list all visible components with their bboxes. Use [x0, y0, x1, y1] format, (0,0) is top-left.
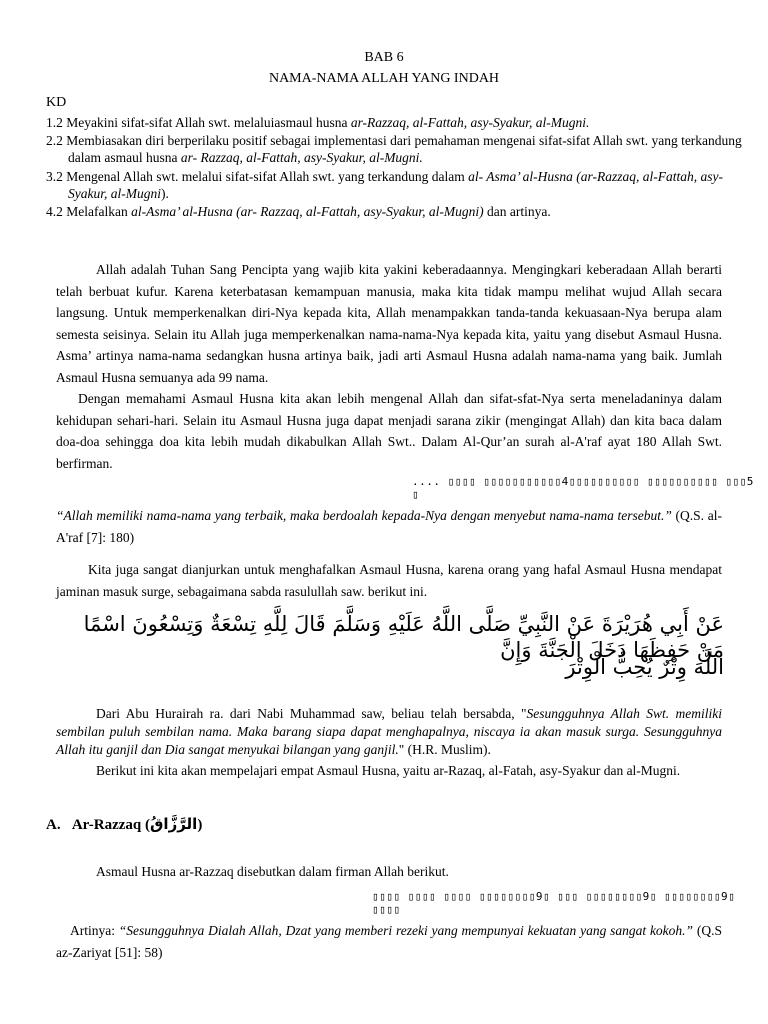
- quran-verse-az-zariyat: ▯▯▯▯ ▯▯▯▯ ▯▯▯▯ ▯▯▯▯▯▯▯▯9▯ ▯▯▯ ▯▯▯▯▯▯▯▯9▯ ▯▯▯▯▯▯▯▯9▯ ▯▯▯▯: [372, 890, 736, 916]
- paragraph-empat-asmaul-husna: Berikut ini kita akan mempelajari empat Asmaul Husna, yaitu ar-Razaq, al-Fatah, asy-Syakur dan al-Mugni.: [96, 763, 681, 778]
- paragraph-asmaul-husna: Dengan memahami Asmaul Husna kita akan lebih mengenal Allah dan sifat-sfat-Nya serta meneladaninya dalam kehidupan sehari-hari. Selain itu Asmaul Husna juga dapat menjadi sarana zikir (mengingat Allah) dan kita baca dalam doa-doa sehingga doa kita lebih mudah dikabulkan Allah Swt.. Dalam Al-Qur’an surah al-A'raf ayat 180 Allah Swt. berfirman.: [56, 391, 722, 471]
- kd-item-2: 2.2 Membiasakan diri berperilaku positif sebagai implementasi dari pemahaman mengenai sifat-sifat Allah swt. yang terkandung dalam asmaul husna ar- Razzaq, al-Fattah, asy-Syakur, al-Mugni.: [46, 133, 742, 165]
- translation-al-araf: “Allah memiliki nama-nama yang terbaik, maka berdoalah kepada-Nya dengan menyebut nama-nama tersebut.” (Q.S. al-A'raf [7]: 180): [56, 508, 722, 545]
- hadith-translation: Dari Abu Hurairah ra. dari Nabi Muhammad saw, beliau telah bersabda, "Sesungguhnya Allah Swt. memiliki sembilan puluh sembilan nama. Maka barang siapa dapat menghapalnya, niscaya ia akan masuk surga. Sesungguhnya Allah itu ganjil dan Dia sangat menyukai bilangan yang ganjil." (H.R. Muslim).: [56, 706, 723, 757]
- ar-razzaq-intro: Asmaul Husna ar-Razzaq disebutkan dalam firman Allah berikut.: [96, 864, 449, 879]
- chapter-number: BAB 6: [364, 50, 404, 65]
- quran-verse-al-araf: .... ▯▯▯▯ ▯▯▯▯▯▯▯▯▯▯▯4▯▯▯▯▯▯▯▯▯▯ ▯▯▯▯▯▯▯▯▯▯ ▯▯▯5 ▯: [412, 475, 754, 501]
- ar-razzaq-arabic: الرَّزَّاقُ: [150, 815, 198, 833]
- paragraph-hafal: Kita juga sangat dianjurkan untuk menghafalkan Asmaul Husna, karena orang yang hafal Asmaul Husna mendapat jaminan masuk surge, sebagaimana sabda rasulullah saw. berikut ini.: [56, 562, 722, 599]
- paragraph-intro: Allah adalah Tuhan Sang Pencipta yang wajib kita yakini keberadaannya. Mengingkari keberadaan Allah berarti telah berbuat kufur. Karena keterbatasan kemampuan manusia, maka kita tidak mampu melihat wujud Allah secara langsung. Untuk memperkenalkan diri-Nya kepada kita, Allah menampakkan tanda-tanda kekuasaan-Nya berupa alam semesta seisinya. Selain itu Allah juga memperkenalkan nama-nama-Nya kepada kita, yaitu yang disebut Asmaul Husna. Asma’ artinya nama-nama sedangkan husna artinya baik, jadi arti Asmaul Husna adalah nama-nama yang baik. Jumlah Asmaul Husna semuanya ada 99 nama.: [56, 262, 722, 385]
- hadith-arabic-line-2: اللَّهَ وِتْرٌ يُحِبُّ الْوِتْرَ: [565, 655, 724, 679]
- kd-item-1: 1.2 Meyakini sifat-sifat Allah swt. melaluiasmaul husna ar-Razzaq, al-Fattah, asy-Syakur, al-Mugni.: [46, 115, 590, 130]
- kd-item-3: 3.2 Mengenal Allah swt. melalui sifat-sifat Allah swt. yang terkandung dalam al- Asma’ al-Husna (ar-Razzaq, al-Fattah, asy-Syakur, al-Mugni).: [46, 169, 724, 201]
- hadith-arabic-line-1: عَنْ أَبِي هُرَيْرَةَ عَنْ النَّبِيِّ صَلَّى اللَّهُ عَلَيْهِ وَسَلَّمَ قَالَ لِلَّهِ تِسْعَةٌ وَتِسْعُونَ اسْمًا مَنْ حَفِظَهَا دَخَلَ الْجَنَّةَ وَإِنَّ: [83, 612, 724, 662]
- chapter-title: NAMA-NAMA ALLAH YANG INDAH: [268, 71, 500, 86]
- kd-label: KD: [46, 95, 67, 110]
- kd-item-4: 4.2 Melafalkan al-Asma’ al-Husna (ar- Razzaq, al-Fattah, asy-Syakur, al-Mugni) dan artinya.: [46, 204, 551, 219]
- section-heading-ar-razzaq: A. Ar-Razzaq (الرَّزَّاقُ): [46, 815, 203, 833]
- translation-az-zariyat: Artinya: “Sesungguhnya Dialah Allah, Dzat yang memberi rezeki yang mempunyai kekuatan yang sangat kokoh.” (Q.S az-Zariyat [51]: 58): [56, 923, 722, 960]
